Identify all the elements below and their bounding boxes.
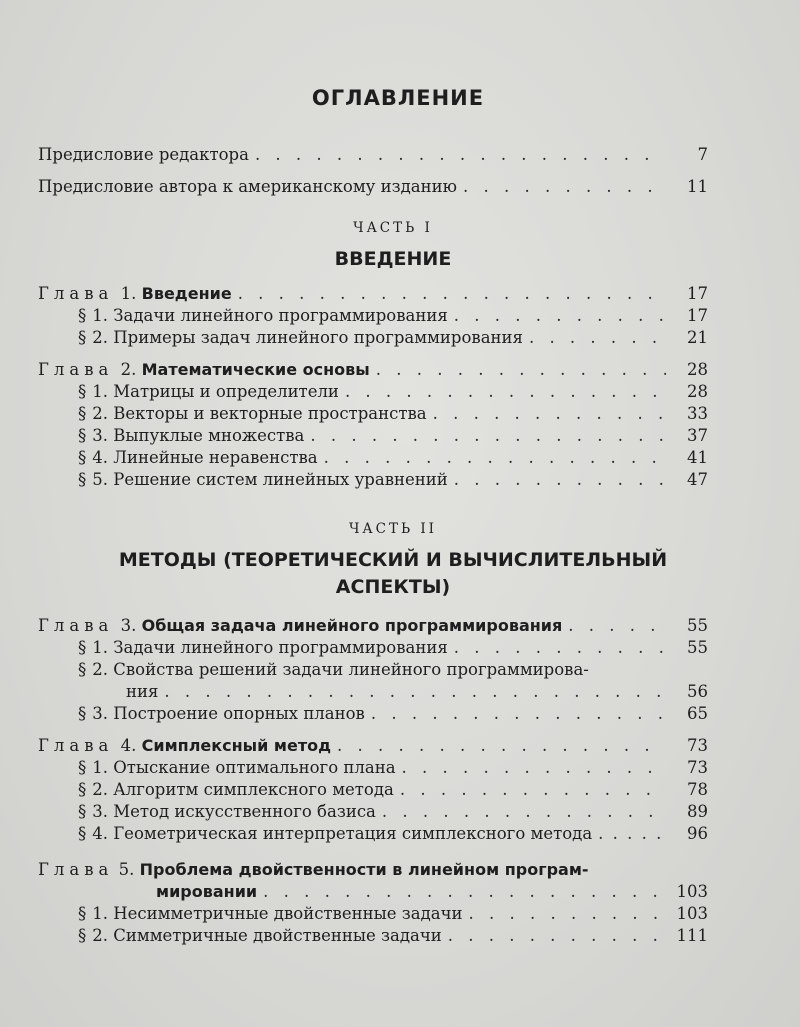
part-2-label: ЧАСТЬ II	[348, 521, 438, 537]
page-number: 73	[687, 736, 708, 755]
chapter-prefix: Глава	[38, 616, 114, 635]
part-2-title-line-2: АСПЕКТЫ)	[335, 576, 451, 598]
chapter-title: Симплексный метод	[141, 736, 332, 755]
leader-dots	[345, 381, 666, 403]
page-number: 89	[687, 802, 708, 821]
page-number: 111	[676, 926, 708, 945]
page-number: 65	[687, 704, 708, 723]
page-number: 21	[687, 328, 708, 347]
page-number: 37	[687, 426, 708, 445]
leader-dots	[454, 305, 666, 327]
section-row-wrapped[interactable]	[38, 659, 708, 681]
leader-dots	[469, 903, 667, 925]
section-row-continuation[interactable]	[38, 681, 708, 703]
leader-dots	[454, 469, 666, 491]
chapter-3-row[interactable]	[38, 615, 708, 637]
section-title: Векторы и векторные пространства	[113, 404, 427, 423]
section-sign: §	[78, 926, 87, 945]
chapter-prefix: Глава	[38, 360, 114, 379]
leader-dots	[376, 359, 666, 381]
section-title: Матрицы и определители	[113, 382, 339, 401]
chapter-number: 2.	[120, 360, 137, 379]
section-number: 2.	[92, 926, 108, 945]
leader-dots	[310, 425, 666, 447]
page-number: 11	[687, 177, 708, 196]
leader-dots	[255, 144, 666, 166]
chapter-2-row[interactable]	[38, 359, 708, 381]
section-row[interactable]	[38, 447, 708, 469]
section-number: 2.	[92, 660, 108, 679]
section-row[interactable]	[38, 925, 708, 947]
section-sign: §	[78, 470, 87, 489]
page-number: 33	[687, 404, 708, 423]
chapter-title-line-2: мировании	[156, 882, 258, 901]
leader-dots	[337, 735, 666, 757]
section-sign: §	[78, 660, 87, 679]
section-sign: §	[78, 824, 87, 843]
section-row[interactable]	[38, 823, 708, 845]
chapter-prefix: Глава	[38, 860, 114, 879]
section-title: Задачи линейного программирования	[113, 638, 448, 657]
section-number: 4.	[92, 824, 108, 843]
leader-dots	[371, 703, 666, 725]
leader-dots	[238, 283, 666, 305]
section-sign: §	[78, 404, 87, 423]
page-number: 17	[687, 284, 708, 303]
chapter-4-row[interactable]	[38, 735, 708, 757]
section-row[interactable]	[38, 305, 708, 327]
leader-dots	[433, 403, 666, 425]
section-sign: §	[78, 306, 87, 325]
section-title: Решение систем линейных уравнений	[113, 470, 448, 489]
section-number: 1.	[92, 638, 108, 657]
section-sign: §	[78, 638, 87, 657]
section-number: 1.	[92, 758, 108, 777]
page-number: 96	[687, 824, 708, 843]
section-title: Алгоритм симплексного метода	[113, 780, 394, 799]
chapter-number: 5.	[118, 860, 135, 879]
page-number: 28	[687, 360, 708, 379]
section-title: Построение опорных планов	[113, 704, 365, 723]
leader-dots	[568, 615, 666, 637]
section-number: 1.	[92, 306, 108, 325]
leader-dots	[164, 681, 666, 703]
page-number: 47	[687, 470, 708, 489]
page-number: 103	[676, 882, 708, 901]
preface-label: Предисловие автора к американскому изданию	[38, 177, 457, 196]
section-title: Метод искусственного базиса	[113, 802, 376, 821]
section-number: 2.	[92, 328, 108, 347]
page-number: 55	[687, 638, 708, 657]
section-title: Геометрическая интерпретация симплексного метода	[113, 824, 593, 843]
chapter-1-row[interactable]	[38, 283, 708, 305]
section-title: Отыскание оптимального плана	[113, 758, 396, 777]
section-number: 1.	[92, 382, 108, 401]
section-number: 5.	[92, 470, 108, 489]
section-sign: §	[78, 448, 87, 467]
page-number: 103	[676, 904, 708, 923]
chapter-title: Математические основы	[141, 360, 370, 379]
section-row[interactable]	[38, 703, 708, 725]
part-1-label: ЧАСТЬ I	[353, 220, 433, 236]
chapter-prefix: Глава	[38, 736, 114, 755]
chapter-title-line-1: Проблема двойственности в линейном програм-	[139, 860, 589, 879]
leader-dots	[324, 447, 666, 469]
section-row[interactable]	[38, 757, 708, 779]
chapter-5-row[interactable]	[38, 859, 708, 881]
section-sign: §	[78, 328, 87, 347]
chapter-title: Общая задача линейного программирования	[141, 616, 563, 635]
page-number: 41	[687, 448, 708, 467]
leader-dots	[598, 823, 666, 845]
section-title-line-1: Свойства решений задачи линейного программирова-	[113, 660, 589, 679]
chapter-prefix: Глава	[38, 284, 114, 303]
page-number: 55	[687, 616, 708, 635]
section-title: Симметричные двойственные задачи	[113, 926, 442, 945]
page-number: 7	[697, 145, 708, 164]
chapter-5-continuation[interactable]	[38, 881, 708, 903]
section-number: 4.	[92, 448, 108, 467]
preface-label: Предисловие редактора	[38, 145, 249, 164]
chapter-number: 1.	[120, 284, 137, 303]
preface-editor-row[interactable]	[38, 144, 708, 166]
section-title: Линейные неравенства	[113, 448, 318, 467]
section-number: 3.	[92, 704, 108, 723]
leader-dots	[448, 925, 666, 947]
section-title-line-2: ния	[126, 682, 159, 701]
preface-author-row[interactable]	[38, 176, 708, 198]
leader-dots	[382, 801, 666, 823]
section-sign: §	[78, 426, 87, 445]
section-number: 2.	[92, 780, 108, 799]
part-1-title: ВВЕДЕНИЕ	[334, 248, 452, 270]
section-row[interactable]	[38, 903, 708, 925]
page-number: 56	[687, 682, 708, 701]
chapter-number: 3.	[120, 616, 137, 635]
toc-title: ОГЛАВЛЕНИЕ	[311, 86, 485, 110]
section-sign: §	[78, 382, 87, 401]
section-row[interactable]	[38, 801, 708, 823]
section-row[interactable]	[38, 403, 708, 425]
section-row[interactable]	[38, 327, 708, 349]
section-row[interactable]	[38, 779, 708, 801]
section-number: 2.	[92, 404, 108, 423]
section-sign: §	[78, 758, 87, 777]
section-sign: §	[78, 904, 87, 923]
leader-dots	[529, 327, 666, 349]
leader-dots	[402, 757, 666, 779]
leader-dots	[454, 637, 666, 659]
part-2-title-line-1: МЕТОДЫ (ТЕОРЕТИЧЕСКИЙ И ВЫЧИСЛИТЕЛЬНЫЙ	[118, 549, 668, 571]
section-number: 3.	[92, 426, 108, 445]
page-number: 73	[687, 758, 708, 777]
leader-dots	[263, 881, 666, 903]
section-number: 1.	[92, 904, 108, 923]
page-number: 78	[687, 780, 708, 799]
leader-dots	[463, 176, 666, 198]
section-title: Примеры задач линейного программирования	[113, 328, 523, 347]
page-number: 17	[687, 306, 708, 325]
section-row[interactable]	[38, 469, 708, 491]
section-row[interactable]	[38, 381, 708, 403]
section-number: 3.	[92, 802, 108, 821]
section-title: Выпуклые множества	[113, 426, 305, 445]
chapter-title: Введение	[141, 284, 232, 303]
section-row[interactable]	[38, 425, 708, 447]
section-title: Несимметричные двойственные задачи	[113, 904, 463, 923]
leader-dots	[400, 779, 666, 801]
section-sign: §	[78, 780, 87, 799]
section-sign: §	[78, 704, 87, 723]
section-title: Задачи линейного программирования	[113, 306, 448, 325]
page-number: 28	[687, 382, 708, 401]
section-sign: §	[78, 802, 87, 821]
chapter-number: 4.	[120, 736, 137, 755]
section-row[interactable]	[38, 637, 708, 659]
